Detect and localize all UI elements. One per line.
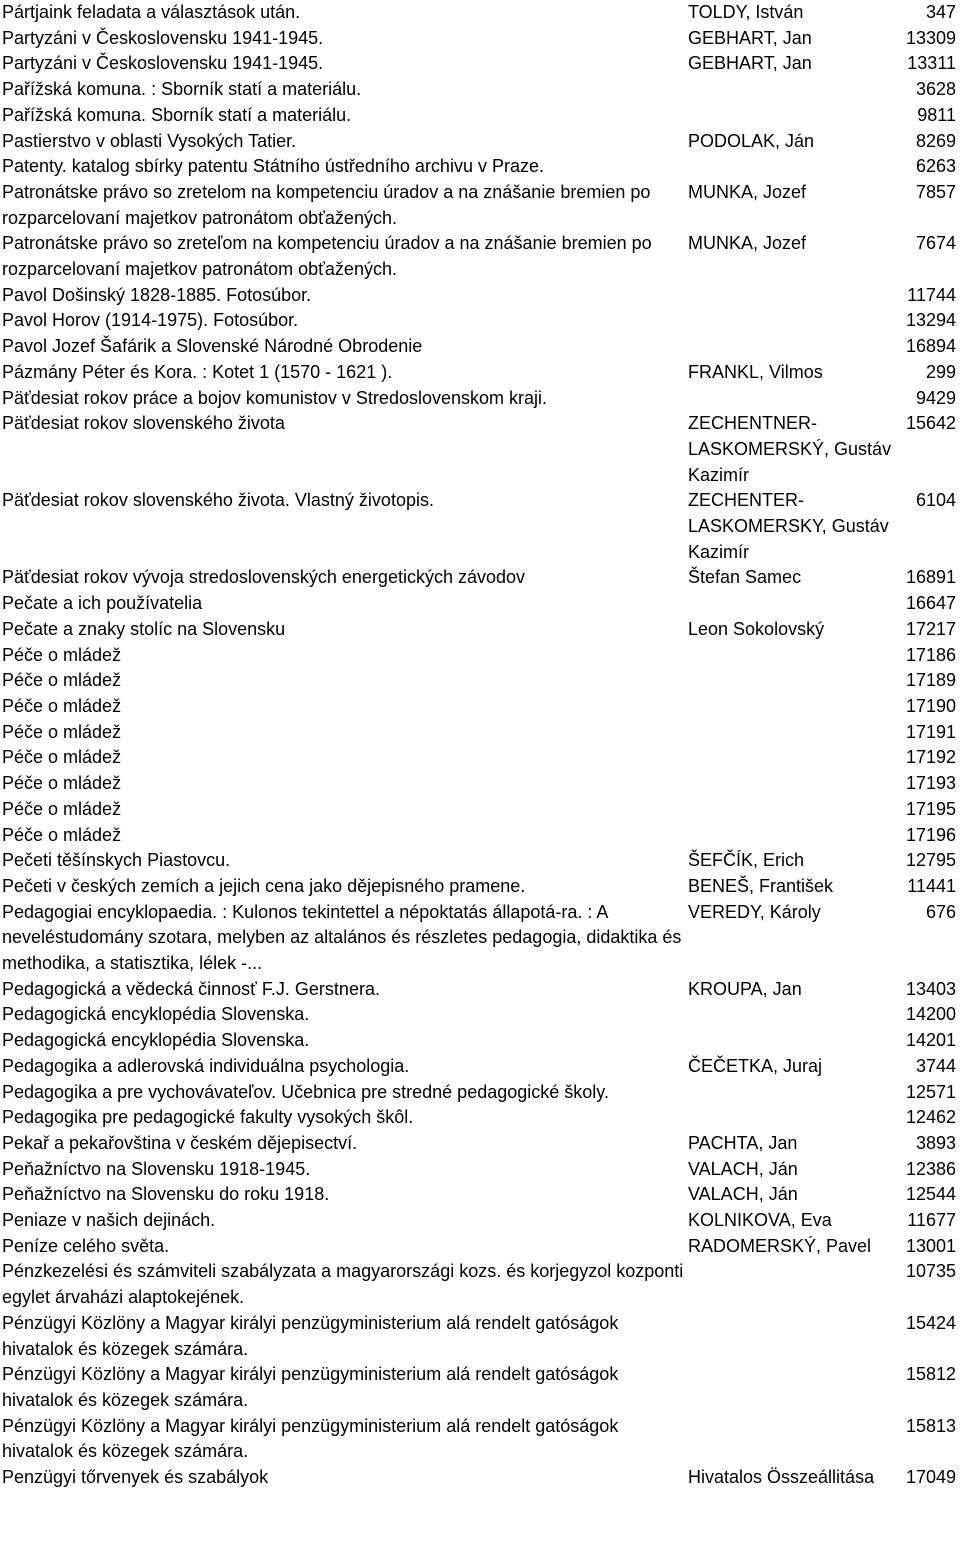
entry-title: Päťdesiat rokov práce a bojov komunistov v Stredoslovenskom kraji. — [2, 387, 548, 408]
entry-number: 15424 — [905, 1312, 956, 1333]
entry-title: Pekař a pekařovština v českém dějepisectví. — [2, 1132, 358, 1153]
entry-author: GEBHART, Jan — [688, 53, 812, 74]
catalog-row — [0, 1080, 960, 1106]
entry-number: 347 — [925, 2, 956, 22]
entry-author: ČEČETKA, Juraj — [688, 1055, 823, 1076]
entry-title: Pečate a znaky stolíc na Slovensku — [2, 618, 286, 639]
entry-number: 3893 — [915, 1132, 956, 1153]
entry-number: 17191 — [905, 721, 956, 742]
entry-number: 15812 — [905, 1364, 956, 1385]
entry-author: KOLNIKOVA, Eva — [688, 1210, 832, 1231]
catalog-row — [0, 771, 960, 797]
catalog-row — [0, 26, 960, 52]
catalog-row — [0, 411, 960, 488]
entry-author: RADOMERSKÝ, Pavel — [688, 1235, 872, 1256]
catalog-row — [0, 643, 960, 669]
entry-title: Päťdesiat rokov slovenského života. Vlastný životopis. — [2, 490, 434, 511]
entry-author: FRANKL, Vilmos — [688, 361, 823, 382]
entry-title: Pedagogika a adlerovská individuálna psychologia. — [2, 1055, 410, 1076]
entry-number: 7674 — [915, 233, 956, 254]
entry-number: 17196 — [905, 824, 956, 845]
entry-author: PACHTA, Jan — [688, 1132, 798, 1153]
entry-title: Péče o mládež — [2, 773, 122, 794]
catalog-row — [0, 386, 960, 412]
entry-number: 13311 — [907, 53, 956, 74]
entry-number: 676 — [925, 901, 956, 922]
entry-number: 10735 — [905, 1261, 956, 1282]
entry-title: Partyzáni v Československu 1941-1945. — [2, 53, 324, 74]
catalog-row — [0, 1465, 960, 1491]
entry-title: Päťdesiat rokov slovenského života — [2, 413, 285, 434]
entry-author: VALACH, Ján — [688, 1158, 798, 1179]
entry-title: Pénzkezelési és számviteli szabályzata a magyarországi kozs. és korjegyzol kozponti egylet árvaházi alaptokejének. — [2, 1261, 684, 1308]
entry-title: Pedagogická a vědecká činnosť F.J. Gerstnera. — [2, 978, 380, 999]
entry-number: 17049 — [905, 1467, 956, 1488]
entry-number: 11744 — [907, 284, 956, 305]
entry-number: 299 — [925, 361, 956, 382]
entry-number: 17192 — [905, 747, 956, 768]
entry-number: 17189 — [905, 670, 956, 691]
catalog-row — [0, 1028, 960, 1054]
entry-number: 12795 — [905, 850, 956, 871]
entry-title: Péče o mládež — [2, 644, 122, 665]
catalog-row — [0, 129, 960, 155]
catalog-row — [0, 617, 960, 643]
entry-title: Pénzügyi Közlöny a Magyar királyi penzügyministerium alá rendelt gatóságok hivatalok és közegek számára. — [2, 1312, 619, 1359]
entry-author: Štefan Samec — [688, 567, 802, 588]
catalog-row — [0, 1234, 960, 1260]
entry-author: GEBHART, Jan — [688, 27, 812, 48]
entry-title: Péče o mládež — [2, 824, 122, 845]
entry-number: 9811 — [917, 104, 956, 125]
entry-number: 12462 — [905, 1107, 956, 1128]
entry-number: 15813 — [905, 1415, 956, 1436]
entry-author: VALACH, Ján — [688, 1184, 798, 1205]
entry-number: 13001 — [905, 1235, 956, 1256]
catalog-row — [0, 103, 960, 129]
entry-title: Pártjaink feladata a választások után. — [2, 2, 301, 22]
entry-number: 16647 — [905, 593, 956, 614]
entry-title: Peníze celého světa. — [2, 1235, 170, 1256]
entry-author: VEREDY, Károly — [688, 901, 821, 922]
entry-author: KROUPA, Jan — [688, 978, 802, 999]
entry-number: 14200 — [905, 1004, 956, 1025]
entry-title: Pavol Horov (1914-1975). Fotosúbor. — [2, 310, 299, 331]
catalog-row — [0, 694, 960, 720]
entry-title: Pénzügyi Közlöny a Magyar királyi penzügyministerium alá rendelt gatóságok hivatalok és közegek számára. — [2, 1364, 619, 1410]
entry-number: 6263 — [915, 156, 956, 177]
entry-number: 3628 — [915, 79, 956, 100]
entry-number: 16894 — [905, 336, 956, 357]
catalog-row — [0, 1182, 960, 1208]
entry-title: Péče o mládež — [2, 670, 122, 691]
entry-title: Pedagogiai encyklopaedia. : Kulonos tekintettel a népoktatás állapotá-ra. : A neveléstudomány szotara, melyben az altalános és részletes pedagogia, didaktika és methodika, a statisztika, lélek -... — [2, 901, 682, 974]
entry-author: MUNKA, Jozef — [688, 181, 807, 202]
entry-title: Pečeti těšínskych Piastovcu. — [2, 850, 231, 871]
catalog-row — [0, 900, 960, 977]
entry-title: Pastierstvo v oblasti Vysokých Tatier. — [2, 130, 297, 151]
entry-number: 8269 — [915, 130, 956, 151]
catalog-row — [0, 668, 960, 694]
entry-title: Pavol Došinský 1828-1885. Fotosúbor. — [2, 284, 312, 305]
catalog-row — [0, 565, 960, 591]
catalog-row — [0, 797, 960, 823]
catalog-row — [0, 823, 960, 849]
entry-number: 13294 — [905, 310, 956, 331]
catalog-row — [0, 874, 960, 900]
entry-title: Péče o mládež — [2, 721, 122, 742]
entry-author: MUNKA, Jozef — [688, 233, 807, 254]
entry-number: 17217 — [905, 618, 956, 639]
entry-number: 11441 — [907, 875, 956, 896]
entry-title: Pedagogická encyklopédia Slovenska. — [2, 1030, 310, 1051]
catalog-row — [0, 334, 960, 360]
entry-author: TOLDY, István — [688, 2, 804, 22]
entry-title: Peniaze v našich dejinách. — [2, 1210, 216, 1231]
catalog-row — [0, 1311, 960, 1362]
entry-number: 7857 — [915, 181, 956, 202]
catalog-row — [0, 51, 960, 77]
catalog-row — [0, 488, 960, 565]
entry-number: 15642 — [905, 413, 956, 434]
entry-number: 6104 — [915, 490, 956, 511]
entry-number: 14201 — [905, 1030, 956, 1051]
entry-title: Patronátske právo so zreteľom na kompetenciu úradov a na znášanie bremien po rozparcelovaní majetkov patronátom obťažených. — [2, 233, 652, 280]
entry-number: 12571 — [905, 1081, 956, 1102]
catalog-row — [0, 745, 960, 771]
catalog-row — [0, 1131, 960, 1157]
entry-number: 12386 — [905, 1158, 956, 1179]
catalog-row — [0, 0, 960, 26]
entry-number: 17193 — [905, 773, 956, 794]
entry-title: Partyzáni v Československu 1941-1945. — [2, 27, 324, 48]
entry-author: ZECHENTNER-LASKOMERSKÝ, Gustáv Kazimír — [688, 413, 892, 485]
entry-title: Peňažníctvo na Slovensku do roku 1918. — [2, 1184, 330, 1205]
entry-title: Pařížská komuna. : Sborník statí a materiálu. — [2, 79, 362, 100]
entry-title: Pečate a ich používatelia — [2, 593, 203, 614]
entry-title: Péče o mládež — [2, 747, 122, 768]
catalog-row — [0, 1208, 960, 1234]
entry-title: Pázmány Péter és Kora. : Kotet 1 (1570 - 1621 ). — [2, 361, 393, 382]
entry-title: Pedagogika a pre vychovávateľov. Učebnica pre stredné pedagogické školy. — [2, 1081, 609, 1102]
entry-title: Patronátske právo so zretelom na kompetenciu úradov a na znášanie bremien po rozparcelovaní majetkov patronátom obťažených. — [2, 181, 651, 228]
entry-title: Pečeti v českých zemích a jejich cena jako dějepisného pramene. — [2, 875, 526, 896]
entry-title: Pedagogická encyklopédia Slovenska. — [2, 1004, 310, 1025]
entry-title: Péče o mládež — [2, 695, 122, 716]
catalog-row — [0, 720, 960, 746]
catalog-row — [0, 1157, 960, 1183]
catalog-row — [0, 283, 960, 309]
catalog-row — [0, 1002, 960, 1028]
catalog-row — [0, 180, 960, 231]
entry-title: Pavol Jozef Šafárik a Slovenské Národné Obrodenie — [2, 336, 423, 357]
catalog-row — [0, 1105, 960, 1131]
entry-author: Leon Sokolovský — [688, 618, 825, 639]
catalog-row — [0, 977, 960, 1003]
catalog-row — [0, 77, 960, 103]
entry-number: 11677 — [907, 1210, 956, 1231]
entry-number: 16891 — [905, 567, 956, 588]
entry-author: Hivatalos Összeállitása — [688, 1467, 875, 1488]
catalog-row — [0, 360, 960, 386]
catalog-row — [0, 1362, 960, 1413]
catalog-row — [0, 308, 960, 334]
entry-number: 17195 — [905, 798, 956, 819]
catalog-row — [0, 1054, 960, 1080]
entry-title: Péče o mládež — [2, 798, 122, 819]
entry-number: 9429 — [915, 387, 956, 408]
entry-title: Pařížská komuna. Sborník statí a materiálu. — [2, 104, 352, 125]
catalog-row — [0, 1414, 960, 1465]
entry-number: 17186 — [905, 644, 956, 665]
catalog-row — [0, 1259, 960, 1310]
entry-author: ŠEFČÍK, Erich — [688, 850, 805, 871]
entry-author: PODOLAK, Ján — [688, 130, 815, 151]
entry-number: 17190 — [905, 695, 956, 716]
catalog-row — [0, 848, 960, 874]
entry-number: 13403 — [905, 978, 956, 999]
entry-number: 3744 — [915, 1055, 956, 1076]
catalog-row — [0, 591, 960, 617]
catalog-row — [0, 154, 960, 180]
entry-title: Päťdesiat rokov vývoja stredoslovenských energetických závodov — [2, 567, 526, 588]
entry-title: Patenty. katalog sbírky patentu Státního ústředního archivu v Praze. — [2, 156, 544, 177]
entry-title: Pénzügyi Közlöny a Magyar királyi penzügyministerium alá rendelt gatóságok hivatalok és közegek számára. — [2, 1415, 619, 1462]
entry-author: ZECHENTER-LASKOMERSKY, Gustáv Kazimír — [688, 490, 889, 562]
entry-number: 12544 — [905, 1184, 956, 1205]
entry-number: 13309 — [905, 27, 956, 48]
entry-title: Penzügyi tőrvenyek és szabályok — [2, 1467, 269, 1488]
entry-title: Pedagogika pre pedagogické fakulty vysokých škôl. — [2, 1107, 414, 1128]
entry-author: BENEŠ, František — [688, 875, 834, 896]
entry-title: Peňažníctvo na Slovensku 1918-1945. — [2, 1158, 311, 1179]
catalog-row — [0, 231, 960, 282]
